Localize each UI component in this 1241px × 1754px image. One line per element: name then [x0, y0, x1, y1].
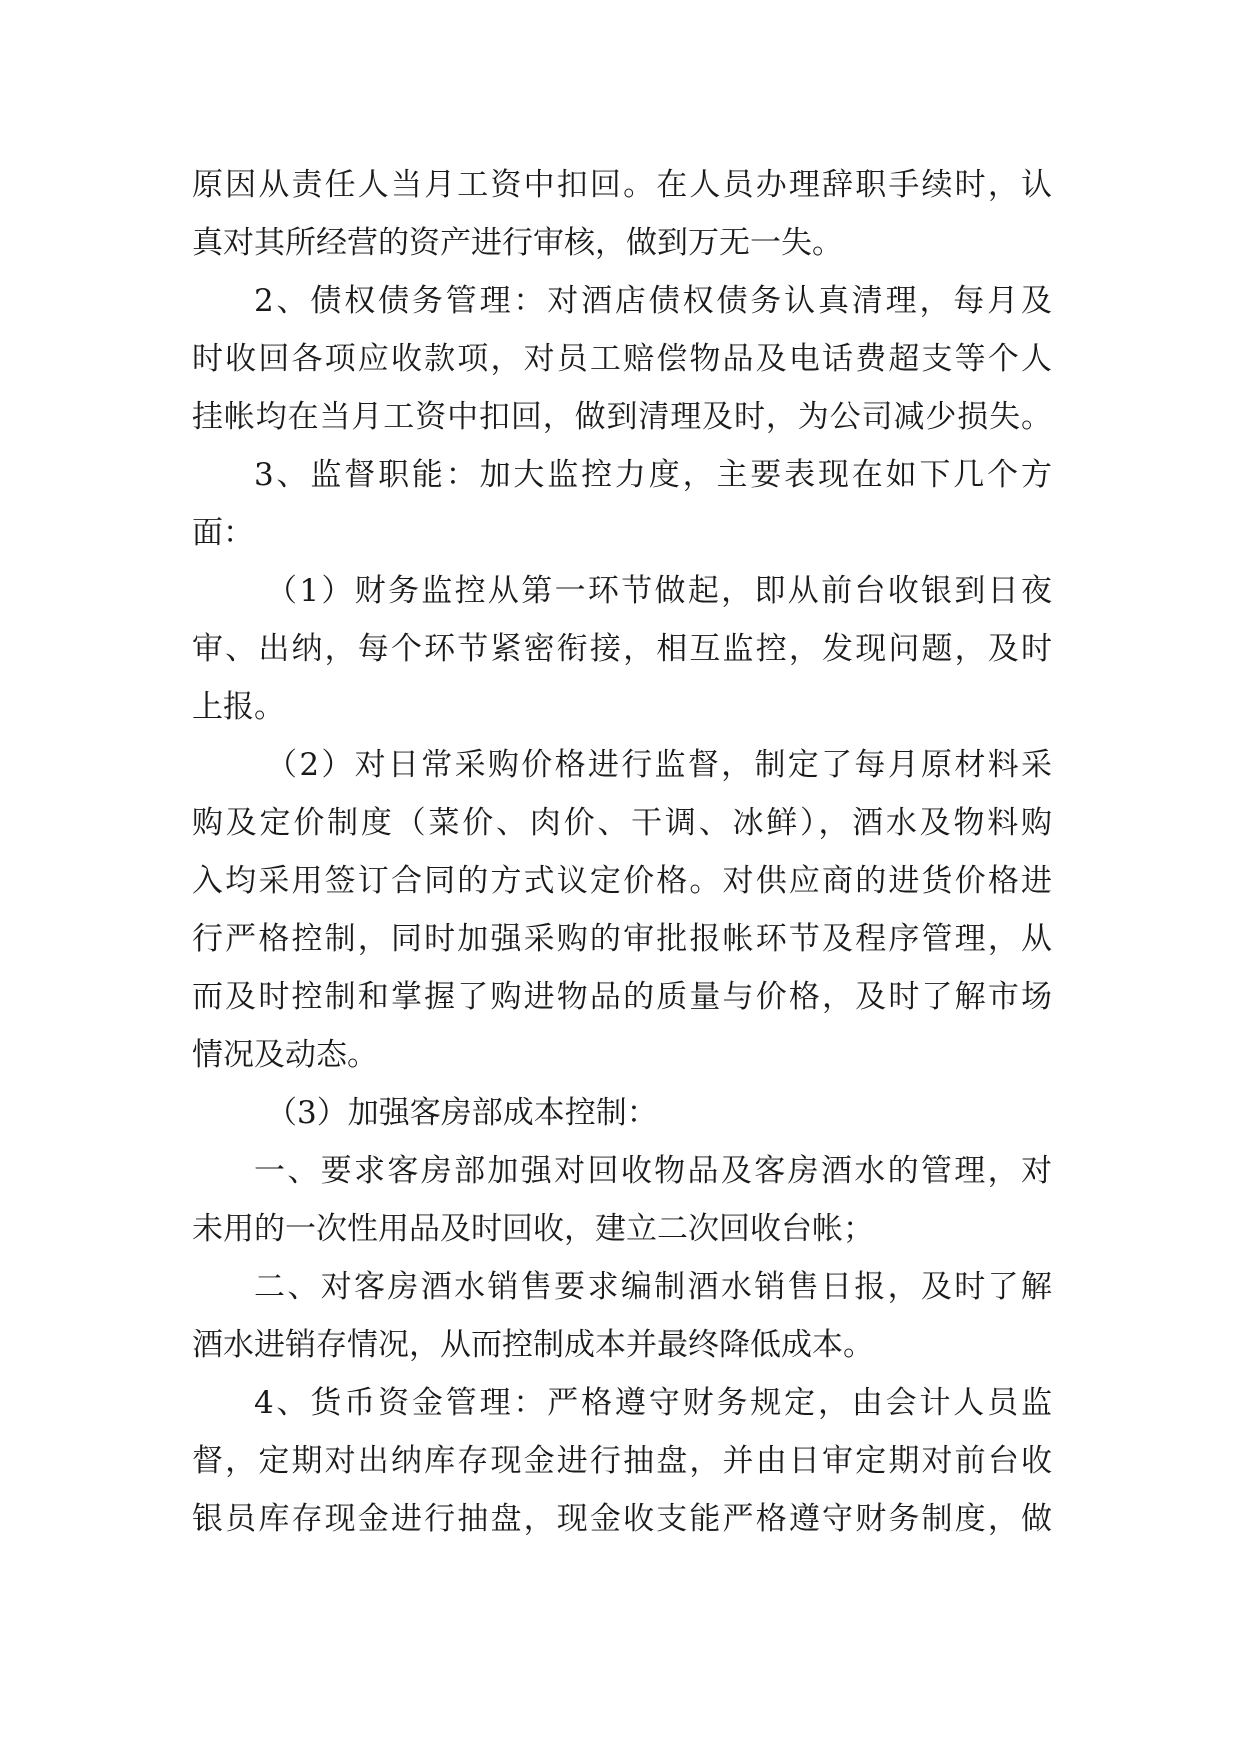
text-line: 购及定价制度（菜价、肉价、干调、冰鲜），酒水及物料购: [192, 805, 1052, 841]
text-line: 时收回各项应收款项，对员工赔偿物品及电话费超支等个人: [192, 341, 1052, 377]
text-line: 而及时控制和掌握了购进物品的质量与价格，及时了解市场: [192, 979, 1052, 1015]
text-line: 面：: [192, 515, 254, 551]
text-line: 审、出纳，每个环节紧密衔接，相互监控，发现问题，及时: [192, 631, 1052, 667]
text-line: 挂帐均在当月工资中扣回，做到清理及时，为公司减少损失。: [192, 399, 1052, 435]
text-line: 4、货币资金管理：严格遵守财务规定，由会计人员监: [254, 1385, 1052, 1421]
text-line: 真对其所经营的资产进行审核，做到万无一失。: [192, 225, 843, 261]
text-line: 未用的一次性用品及时回收，建立二次回收台帐；: [192, 1211, 874, 1247]
text-line: 原因从责任人当月工资中扣回。在人员办理辞职手续时，认: [192, 167, 1052, 203]
text-line: 二、对客房酒水销售要求编制酒水销售日报，及时了解: [254, 1269, 1052, 1305]
text-line: （1）财务监控从第一环节做起，即从前台收银到日夜: [266, 573, 1052, 609]
text-line: 酒水进销存情况，从而控制成本并最终降低成本。: [192, 1327, 874, 1363]
text-line: 银员库存现金进行抽盘，现金收支能严格遵守财务制度，做: [192, 1501, 1052, 1537]
text-line: 情况及动态。: [192, 1037, 378, 1073]
text-line: 2、债权债务管理：对酒店债权债务认真清理，每月及: [254, 283, 1052, 319]
text-line: 督，定期对出纳库存现金进行抽盘，并由日审定期对前台收: [192, 1443, 1052, 1479]
text-line: 上报。: [192, 689, 285, 725]
text-line: （2）对日常采购价格进行监督，制定了每月原材料采: [266, 747, 1052, 783]
text-line: 行严格控制，同时加强采购的审批报帐环节及程序管理，从: [192, 921, 1052, 957]
text-line: 3、监督职能：加大监控力度，主要表现在如下几个方: [254, 457, 1052, 493]
text-line: （3）加强客房部成本控制：: [266, 1095, 658, 1131]
document-body: [192, 156, 1052, 1548]
text-line: 入均采用签订合同的方式议定价格。对供应商的进货价格进: [192, 863, 1052, 899]
text-line: 一、要求客房部加强对回收物品及客房酒水的管理，对: [254, 1153, 1052, 1189]
